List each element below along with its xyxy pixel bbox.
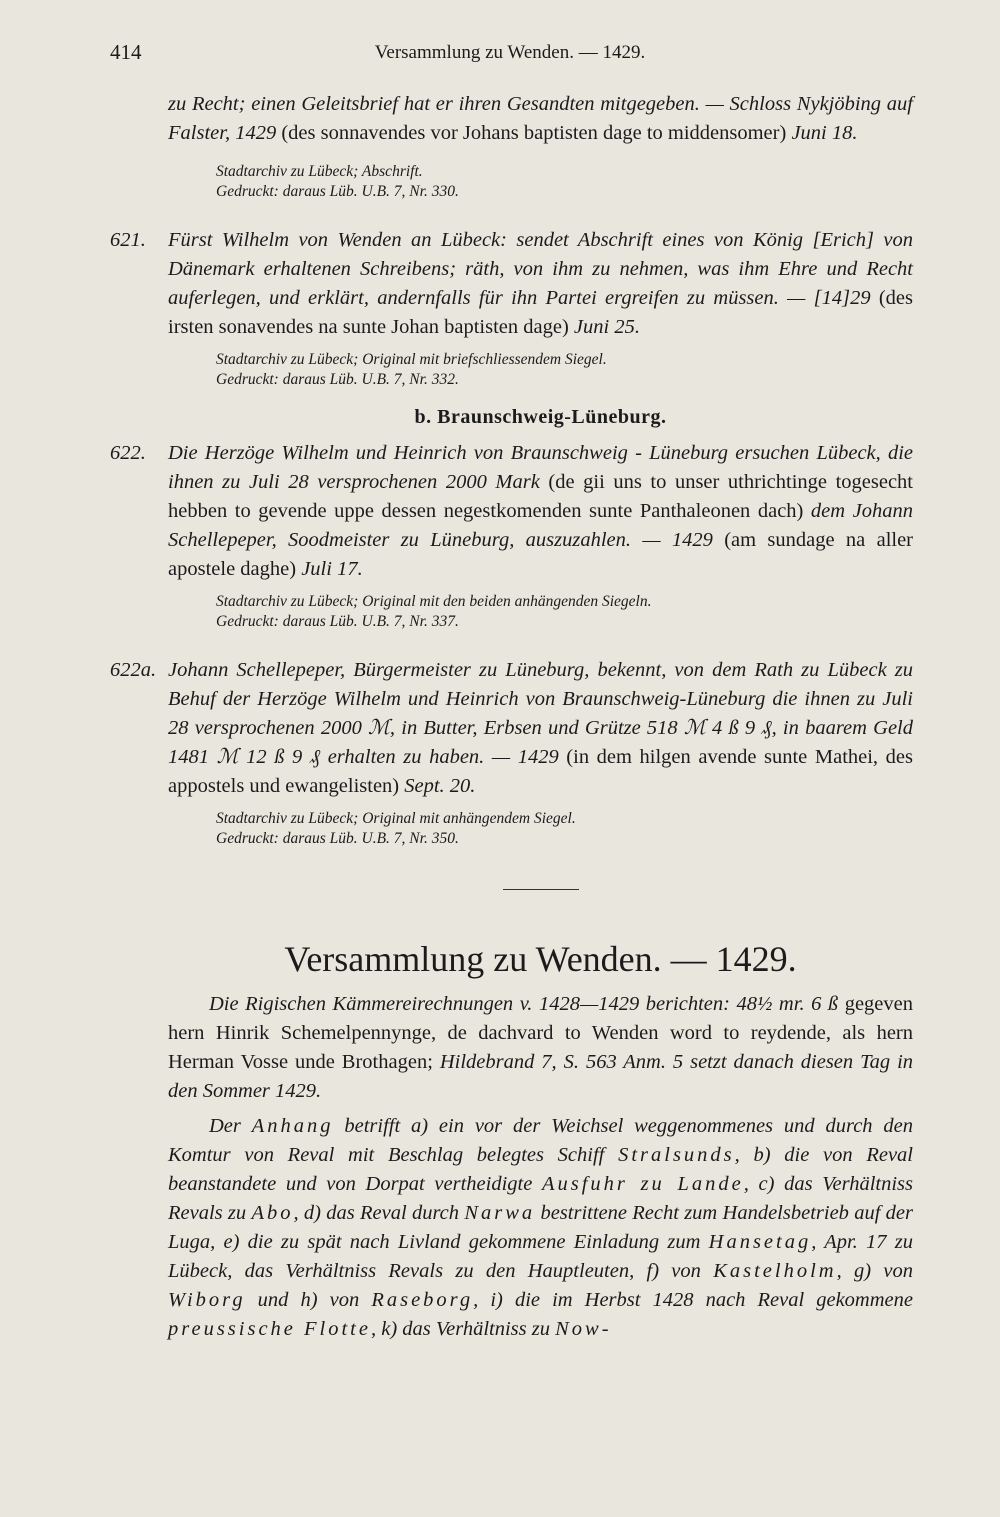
entry-622-number: 622. (110, 442, 146, 464)
entry-621-date-original: (des irsten sonavendes na sunte Johan baptisten dage) (168, 287, 913, 338)
intro-text-1: Die Rigischen Kämmereirechnungen v. 1428—1429 berichten: 48½ mr. 6 ß (209, 993, 839, 1015)
entry-620-date: Juni 18. (791, 122, 858, 144)
entry-621-text (110, 226, 913, 342)
entry-621-date: Juni 25. (573, 316, 640, 338)
anhang-t9: und h) von (245, 1289, 372, 1311)
entry-622-regest-cont: dem Johann Schellepeper, Soodmeister zu Lüneburg, auszuzahlen. — 1429 (168, 500, 913, 551)
anhang-t1: Der (209, 1115, 252, 1137)
anhang-t5: , d) das Reval durch (293, 1202, 465, 1224)
intro-paragraph (168, 990, 913, 1106)
entry-622a-source: Stadtarchiv zu Lübeck; Original mit anhängendem Siegel. (216, 810, 576, 827)
section-heading-b: b. Braunschweig-Lüneburg. (414, 406, 667, 428)
anhang-s5: Narwa (464, 1202, 536, 1224)
main-title: Versammlung zu Wenden. — 1429. (284, 939, 797, 979)
anhang-s6: Hansetag (708, 1231, 812, 1253)
anhang-t6: bestrittene Recht zum Handelsbetrieb auf der Luga, e) die zu spät nach Livland gekommene Einladung zum (168, 1202, 914, 1253)
anhang-t7: , Apr. 17 zu Lübeck, das Verhältniss Revals zu den Hauptleuten, f) von (168, 1231, 913, 1282)
anhang-s2: Stralsunds (618, 1144, 735, 1166)
entry-622-text (110, 439, 914, 584)
page-content (110, 90, 914, 1344)
anhang-t11: , k) das Verhältniss zu (370, 1318, 556, 1340)
entry-622a-number: 622a. (110, 659, 157, 681)
section-divider (503, 889, 579, 890)
anhang-t4: , c) das Verhältniss Revals zu (168, 1173, 913, 1224)
anhang-t8: , g) von (836, 1260, 913, 1282)
intro-quote: gegeven hern Hinrik Schemelpennynge, de dachvard to Wenden word to reydende, als hern Herman Vosse unde Brothagen; (168, 993, 913, 1073)
entry-621-number: 621. (110, 229, 146, 251)
entry-620-source: Stadtarchiv zu Lübeck; Abschrift. (216, 163, 423, 180)
anhang-s3: Ausfuhr zu Lande (541, 1173, 744, 1195)
entry-622a-text (110, 656, 913, 801)
entry-622-regest: Die Herzöge Wilhelm und Heinrich von Braunschweig - Lüneburg ersuchen Lübeck, die ihnen zu Juli 28 versprochenen 2000 Mark (168, 442, 913, 493)
anhang-s1: Anhang (251, 1115, 334, 1137)
anhang-s11: Now- (555, 1318, 612, 1340)
entry-622-date-original: (am sundage na aller apostele daghe) (168, 529, 914, 580)
anhang-t10: , i) die im Herbst 1428 nach Reval gekommene (473, 1289, 913, 1311)
entry-620-printed: Gedruckt: daraus Lüb. U.B. 7, Nr. 330. (216, 183, 459, 200)
entry-622-source: Stadtarchiv zu Lübeck; Original mit den beiden anhängenden Siegeln. (216, 593, 652, 610)
entry-622-printed: Gedruckt: daraus Lüb. U.B. 7, Nr. 337. (216, 613, 459, 630)
entry-622a-regest: Johann Schellepeper, Bürgermeister zu Lüneburg, bekennt, von dem Rath zu Lübeck zu Behuf der Herzöge Wilhelm und Heinrich von Braunschweig-Lüneburg die ihnen zu Juli 28 versprochenen 2000 ℳ, in Butter, Erbsen und Grütze 518 ℳ 4 ß 9 ₰, in baarem Geld 1481 ℳ 12 ß 9 ₰ erhalten zu haben. — 1429 (168, 659, 913, 768)
entry-622-date: Juli 17. (301, 558, 363, 580)
entry-621-source: Stadtarchiv zu Lübeck; Original mit briefschliessendem Siegel. (216, 351, 607, 368)
entry-620-date-original: (des sonnavendes vor Johans baptisten dage to middensomer) (276, 122, 792, 144)
anhang-paragraph (168, 1112, 913, 1344)
anhang-s4: Abo (251, 1202, 294, 1224)
page-header (110, 40, 910, 70)
entry-622a-date: Sept. 20. (404, 775, 476, 797)
anhang-s10: preussische Flotte (168, 1318, 371, 1340)
entry-621-printed: Gedruckt: daraus Lüb. U.B. 7, Nr. 332. (216, 371, 459, 388)
entry-621-regest: Fürst Wilhelm von Wenden an Lübeck: sendet Abschrift eines von König [Erich] von Dänemark erhaltenen Schreibens; räth, von ihm zu nehmen, was ihm Ehre und Recht auferlegen, und erklärt, andernfalls für ihn Partei ergreifen zu müssen. — [14]29 (168, 229, 913, 309)
entry-622a-date-original: (in dem hilgen avende sunte Mathei, des appostels und ewangelisten) (168, 746, 913, 797)
anhang-t2: betrifft a) ein vor der Weichsel weggenommenes und durch den Komtur von Reval mit Beschlag belegtes Schiff (168, 1115, 913, 1166)
running-head: Versammlung zu Wenden. — 1429. (374, 42, 646, 63)
intro-text-2: Hildebrand 7, S. 563 Anm. 5 setzt danach diesen Tag in den Sommer 1429. (168, 1051, 914, 1102)
entry-622a-printed: Gedruckt: daraus Lüb. U.B. 7, Nr. 350. (216, 830, 459, 847)
entry-620-regest: zu Recht; einen Geleitsbrief hat er ihren Gesandten mitgegeben. — Schloss Nykjöbing auf Falster, 1429 (168, 93, 913, 144)
anhang-s8: Wiborg (168, 1289, 246, 1311)
anhang-t3: , b) die von Reval beanstandete und von Dorpat vertheidigte (168, 1144, 914, 1195)
anhang-s7: Kastelholm (713, 1260, 837, 1282)
entry-622-quote: (de gii uns to unser uthrichtinge togesecht hebben to gevende uppe dessen negestkomenden sunte Panthaleonen dach) (168, 471, 913, 522)
entry-620-text (168, 90, 913, 148)
anhang-s9: Raseborg (371, 1289, 474, 1311)
page-number: 414 (110, 40, 142, 64)
